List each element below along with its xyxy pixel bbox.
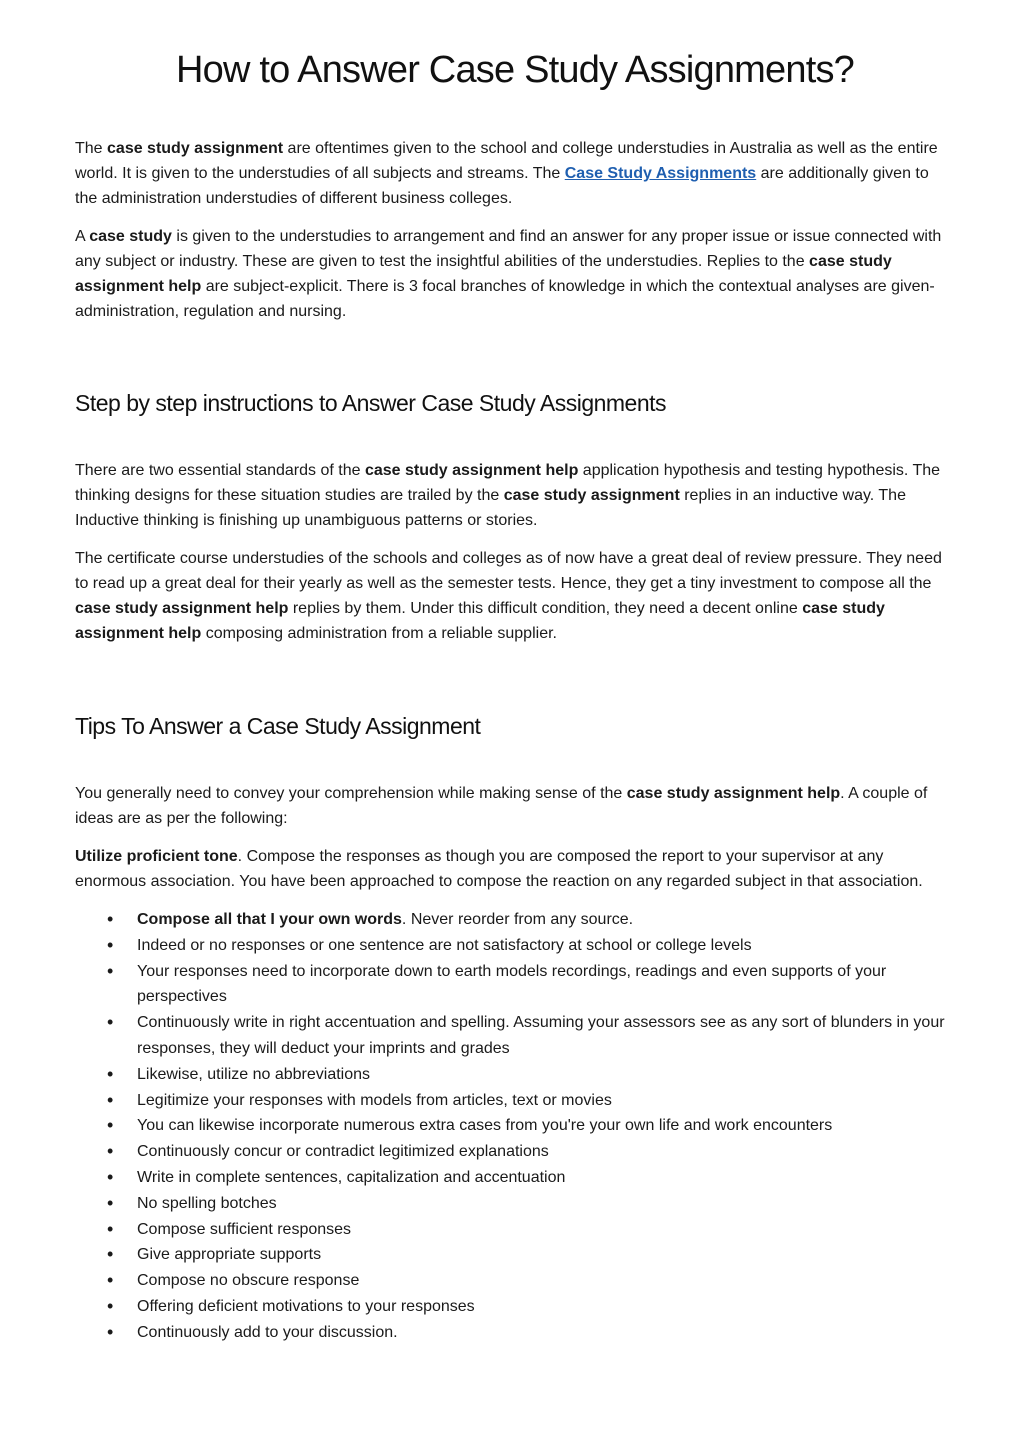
bold-term: case study assignment help	[75, 600, 885, 642]
bold-term: Utilize proficient tone	[75, 848, 238, 865]
list-item: • No spelling botches	[137, 1191, 955, 1217]
list-item: • You can likewise incorporate numerous extra cases from you're your own life and work encounters	[137, 1113, 955, 1139]
list-item: • Continuously add to your discussion.	[137, 1320, 955, 1346]
bold-term: case study assignment help	[75, 253, 892, 295]
list-item: • Legitimize your responses with models from articles, text or movies	[137, 1088, 955, 1114]
list-item: • Write in complete sentences, capitalization and accentuation	[137, 1165, 955, 1191]
intro-paragraph-2: A case study is given to the understudies to arrangement and find an answer for any proper issue or issue connected with any subject or industry. These are given to test the insightful abilities of the understudies. Replies to the case study assignment help are subject-explicit. There is 3 focal branches of knowledge in which the contextual analyses are given-administration, regulation and nursing.	[75, 228, 942, 320]
intro-paragraph-1: The case study assignment are oftentimes given to the school and college understudies in Australia as well as the entire world. It is given to the understudies of all subjects and streams. The Case Study Assignments are additionally given to the administration understudies of different business colleges.	[75, 140, 938, 207]
section2-paragraph-2: Utilize proficient tone. Compose the responses as though you are composed the report to your supervisor at any enormous association. You have been approached to compose the reaction on any regarded subject in that association.	[75, 848, 923, 890]
list-item: • Your responses need to incorporate down to earth models recordings, readings and even supports of your perspectives	[137, 959, 955, 1011]
page-title: How to Answer Case Study Assignments?	[176, 49, 854, 91]
document-page	[75, 40, 955, 1346]
bold-term: case study	[89, 228, 172, 245]
list-item: • Compose all that I your own words. Never reorder from any source.	[137, 907, 955, 933]
list-item: • Continuously concur or contradict legitimized explanations	[137, 1139, 955, 1165]
bold-term: case study assignment help	[626, 785, 841, 802]
list-item: • Indeed or no responses or one sentence are not satisfactory at school or college levels	[137, 933, 955, 959]
bold-term: case study assignment	[107, 140, 284, 157]
section1-paragraph-2: The certificate course understudies of the schools and colleges as of now have a great deal of review pressure. They need to read up a great deal for their yearly as well as the semester tests. Hence, they get a tiny investment to compose all the case study assignment help replies by them. Under this difficult condition, they need a decent online case study assignment help composing administration from a reliable supplier.	[75, 550, 942, 642]
list-item: • Give appropriate supports	[137, 1242, 955, 1268]
list-item: • Compose no obscure response	[137, 1268, 955, 1294]
bold-term: case study assignment	[503, 487, 680, 504]
bold-term: case study assignment help	[364, 462, 579, 479]
section-heading-instructions: Step by step instructions to Answer Case Study Assignments	[75, 390, 667, 416]
section2-paragraph-1: You generally need to convey your comprehension while making sense of the case study assignment help. A couple of ideas are as per the following:	[75, 785, 928, 827]
list-item: • Continuously write in right accentuation and spelling. Assuming your assessors see as any sort of blunders in your responses, they will deduct your imprints and grades	[137, 1010, 955, 1062]
tips-bullet-list	[75, 907, 955, 1346]
list-item: • Compose sufficient responses	[137, 1217, 955, 1243]
list-item: • Offering deficient motivations to your responses	[137, 1294, 955, 1320]
bold-term: case study assignment help	[75, 600, 289, 617]
section-heading-tips: Tips To Answer a Case Study Assignment	[75, 713, 481, 739]
list-item: • Likewise, utilize no abbreviations	[137, 1062, 955, 1088]
case-study-assignments-link[interactable]: Case Study Assignments	[564, 165, 757, 182]
section1-paragraph-1: There are two essential standards of the case study assignment help application hypothesis and testing hypothesis. The thinking designs for these situation studies are trailed by the case study assignment replies in an inductive way. The Inductive thinking is finishing up unambiguous patterns or stories.	[75, 462, 941, 529]
